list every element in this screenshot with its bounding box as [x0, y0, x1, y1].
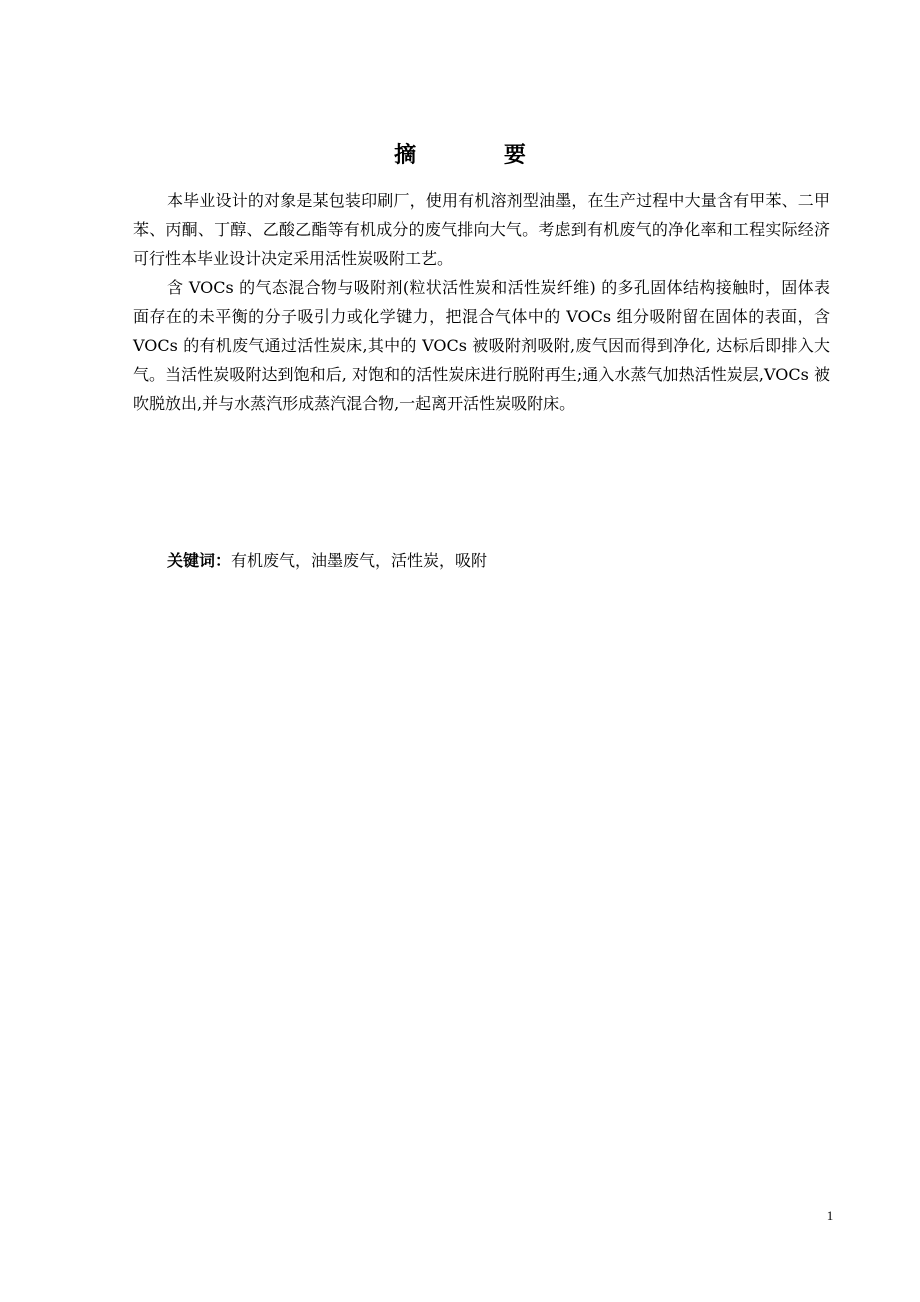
- keywords-label: 关键词：: [167, 551, 232, 570]
- abstract-body: [133, 186, 830, 418]
- page-number: 1: [826, 1208, 834, 1223]
- abstract-title: 摘 要: [394, 143, 566, 168]
- keywords-line: [167, 547, 830, 575]
- abstract-paragraph-2: 含 VOCs 的气态混合物与吸附剂(粒状活性炭和活性炭纤维) 的多孔固体结构接触时，固体表面存在的未平衡的分子吸引力或化学键力，把混合气体中的 VOCs 组分吸附留在固体的表面，含 VOCs 的有机废气通过活性炭床,其中的 VOCs 被吸附剂吸附,废气因而得到净化, 达标后即排入大气。当活性炭吸附达到饱和后, 对饱和的活性炭床进行脱附再生;通入水蒸气加热活性炭层,VOCs 被吹脱放出,并与水蒸汽形成蒸汽混合物,一起离开活性炭吸附床。: [133, 278, 830, 413]
- abstract-paragraph-1: 本毕业设计的对象是某包装印刷厂，使用有机溶剂型油墨，在生产过程中大量含有甲苯、二甲苯、丙酮、丁醇、乙酸乙酯等有机成分的废气排向大气。考虑到有机废气的净化率和工程实际经济可行性本毕业设计决定采用活性炭吸附工艺。: [133, 191, 830, 268]
- keywords-value: 有机废气，油墨废气，活性炭，吸附: [231, 551, 488, 570]
